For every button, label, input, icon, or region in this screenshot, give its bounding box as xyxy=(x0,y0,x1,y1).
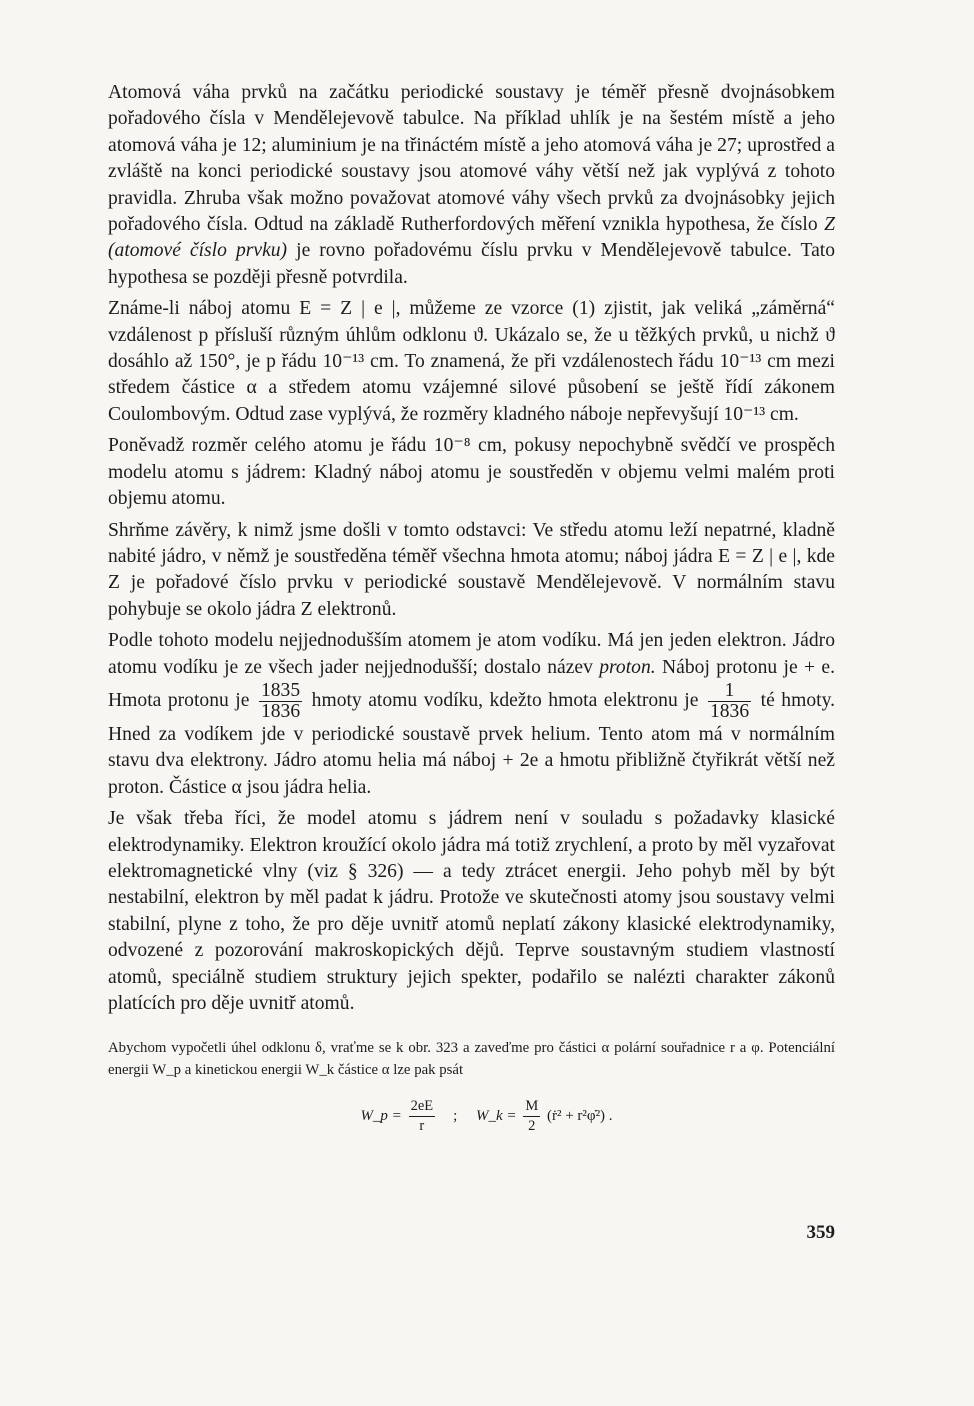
fraction-potential: $\frac{2eE}{r}$ xyxy=(410,1098,434,1135)
page-body xyxy=(108,80,835,1136)
paragraph-2: Známe-li náboj atomu E = Z | e |, můžeme ze vzorce (1) zjistit, jak veliká „záměrná“ vzdálenost p přísluší různým úhlům odklonu ϑ. Ukázalo se, že u těžkých prvků, u nichž ϑ dosáhlo až 150°, je p řádu 10⁻¹³ cm. To znamená, že při vzdálenostech řádu 10⁻¹³ cm mezi středem částice α a středem atomu vzájemné silové působení se ještě řídí zákonem Coulombovým. Odtud zase vyplývá, že rozměry kladného náboje nepřevyšují 10⁻¹³ cm. xyxy=(108,298,835,425)
paragraph-5: Podle tohoto modelu nejjednodušším atomem je atom vodíku. Má jen jeden elektron. Jádro atomu vodíku je ze všech jader nejjednodušší; dostalo název proton. Náboj protonu je + e. Hmota protonu je $\frac{1835}{1836}$ hmoty atomu vodíku, kdežto hmota elektronu je $\frac{1}{1836}$ té hmoty. Hned za vodíkem jde v periodické soustavě prvek helium. Tento atom má v normálním stavu dva elektrony. Jádro atomu helia má náboj + 2e a hmotu přibližně čtyřikrát větší než proton. Částice α jsou jádra helia. xyxy=(108,630,835,798)
fraction-proton-mass: $\frac{1835}{1836}$ xyxy=(260,679,301,722)
fraction-kinetic: $\frac{M}{2}$ xyxy=(525,1098,539,1135)
page-number: 359 xyxy=(806,1222,835,1243)
fraction-electron-mass: $\frac{1}{1836}$ xyxy=(709,679,750,722)
energy-formula: W_p = $\frac{2eE}{r}$ ; W_k = $\frac{M}{2}$ (ṙ² + r²φ̇²) . xyxy=(360,1098,613,1135)
paragraph-4: Shrňme závěry, k nimž jsme došli v tomto odstavci: Ve středu atomu leží nepatrné, kladně nabité jádro, v němž je soustředěna téměř všechna hmota atomu; náboj jádra E = Z | e |, kde Z je pořadové číslo prvku v periodické soustavě Mendělejevově. V normálním stavu pohybuje se okolo jádra Z elektronů. xyxy=(108,519,835,620)
paragraph-1: Atomová váha prvků na začátku periodické soustavy je téměř přesně dvojnásobkem pořadového čísla v Mendělejevově tabulce. Na příklad uhlík je na šestém místě a jeho atomová váha je 12; aluminium je na třináctém místě a jeho atomová váha je 27; uprostřed a zvláště na konci periodické soustavy jsou atomové váhy větší než jak vyplývá z tohoto pravidla. Zhruba však možno považovat atomové váhy všech prvků za dvojnásobky jejich pořadového čísla. Odtud na základě Rutherfordových měření vznikla hypothesa, že číslo Z (atomové číslo prvku) je rovno pořadovému číslu prvku v Mendělejevově tabulce. Tato hypothesa se později přesně potvrdila. xyxy=(108,82,836,288)
footnote-text: Abychom vypočetli úhel odklonu δ, vraťme se k obr. 323 a zaveďme pro částici α polární souřadnice r a φ. Potenciální energii W_p a kinetickou energii W_k částice α lze pak psát xyxy=(108,1040,835,1079)
paragraph-6: Je však třeba říci, že model atomu s jádrem není v souladu s požadavky klasické elektrodynamiky. Elektron kroužící okolo jádra má totiž zrychlení, a proto by měl vyzařovat elektromagnetické vlny (viz § 326) — a tedy ztrácet energii. Jeho pohyb měl by být nestabilní, elektron by měl padat k jádru. Protože ve skutečnosti atomy jsou soustavy velmi stabilní, plyne z toho, že pro děje uvnitř atomů neplatí zákony klasické elektrodynamiky, odvozené z pozorování makroskopických dějů. Teprve soustavným studiem vlastností atomů, speciálně studiem struktury jejich spekter, podařilo se nalézti charakter zákonů platících pro děje uvnitř atomů. xyxy=(108,808,835,1014)
paragraph-3: Poněvadž rozměr celého atomu je řádu 10⁻⁸ cm, pokusy nepochybně svědčí ve prospěch modelu atomu s jádrem: Kladný náboj atomu je soustředěn v objemu velmi malém proti objemu atomu. xyxy=(108,435,835,510)
